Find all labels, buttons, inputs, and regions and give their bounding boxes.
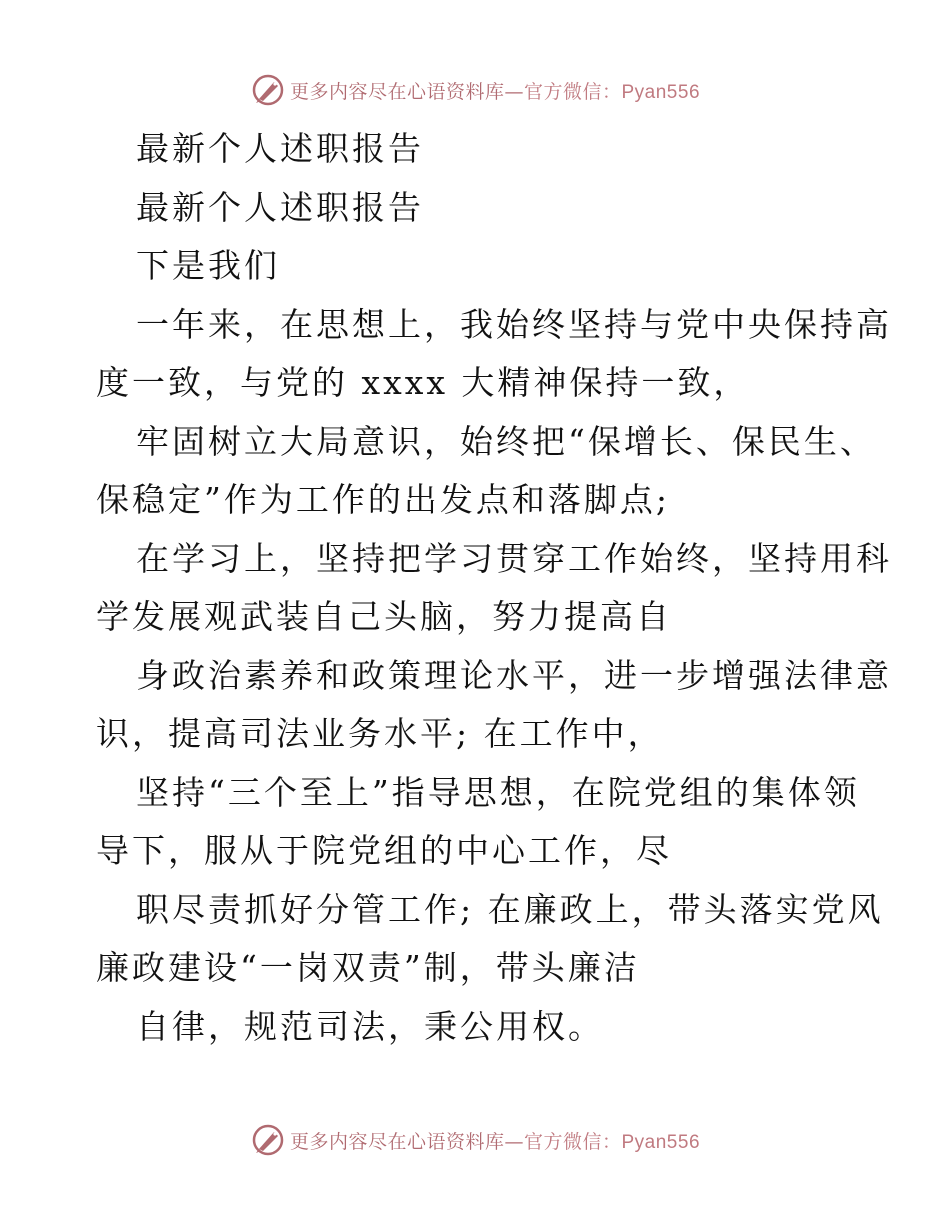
document-line: 坚持“三个至上”指导思想，在院党组的集体领 [136, 772, 860, 812]
banner-main-text: 更多内容尽在心语资料库 [289, 80, 505, 103]
document-line: 识，提高司法业务水平; 在工作中， [96, 714, 664, 753]
document-line: 导下，服从于院党组的中心工作，尽 [96, 831, 672, 870]
document-line: 身政治素养和政策理论水平，进一步增强法律意 [136, 655, 892, 695]
banner-separator: — [504, 80, 524, 103]
header-banner [0, 70, 950, 110]
document-line: 职尽责抓好分管工作; 在廉政上，带头落实党风 [136, 889, 884, 929]
document-line: 下是我们 [136, 246, 280, 285]
banner-official-label: 官方微信： [523, 80, 622, 103]
document-body [96, 120, 892, 1056]
banner-separator: — [504, 1130, 524, 1153]
document-line: 牢固树立大局意识，始终把“保增长、保民生、 [136, 421, 876, 461]
document-line: 学发展观武装自己头脑，努力提高自 [96, 597, 672, 636]
document-line: 度一致，与党的 xxxx 大精神保持一致， [96, 363, 750, 402]
document-line: 最新个人述职报告 [136, 129, 424, 168]
banner-main-text: 更多内容尽在心语资料库 [289, 1130, 505, 1153]
banner-official-label: 官方微信： [523, 1130, 622, 1153]
pen-nib-logo-icon [250, 72, 286, 108]
footer-banner [0, 1120, 950, 1160]
document-line: 在学习上，坚持把学习贯穿工作始终，坚持用科 [136, 538, 892, 578]
document-line: 廉政建设“一岗双责”制，带头廉洁 [96, 948, 640, 987]
document-line: 保稳定”作为工作的出发点和落脚点; [96, 480, 670, 519]
document-line: 一年来，在思想上，我始终坚持与党中央保持高 [136, 304, 892, 344]
document-line: 自律，规范司法，秉公用权。 [136, 1006, 604, 1046]
document-line: 最新个人述职报告 [136, 187, 424, 227]
pen-nib-logo-icon [250, 1122, 286, 1158]
banner-wechat-id: Pyan556 [621, 1131, 701, 1153]
banner-wechat-id: Pyan556 [621, 81, 701, 103]
